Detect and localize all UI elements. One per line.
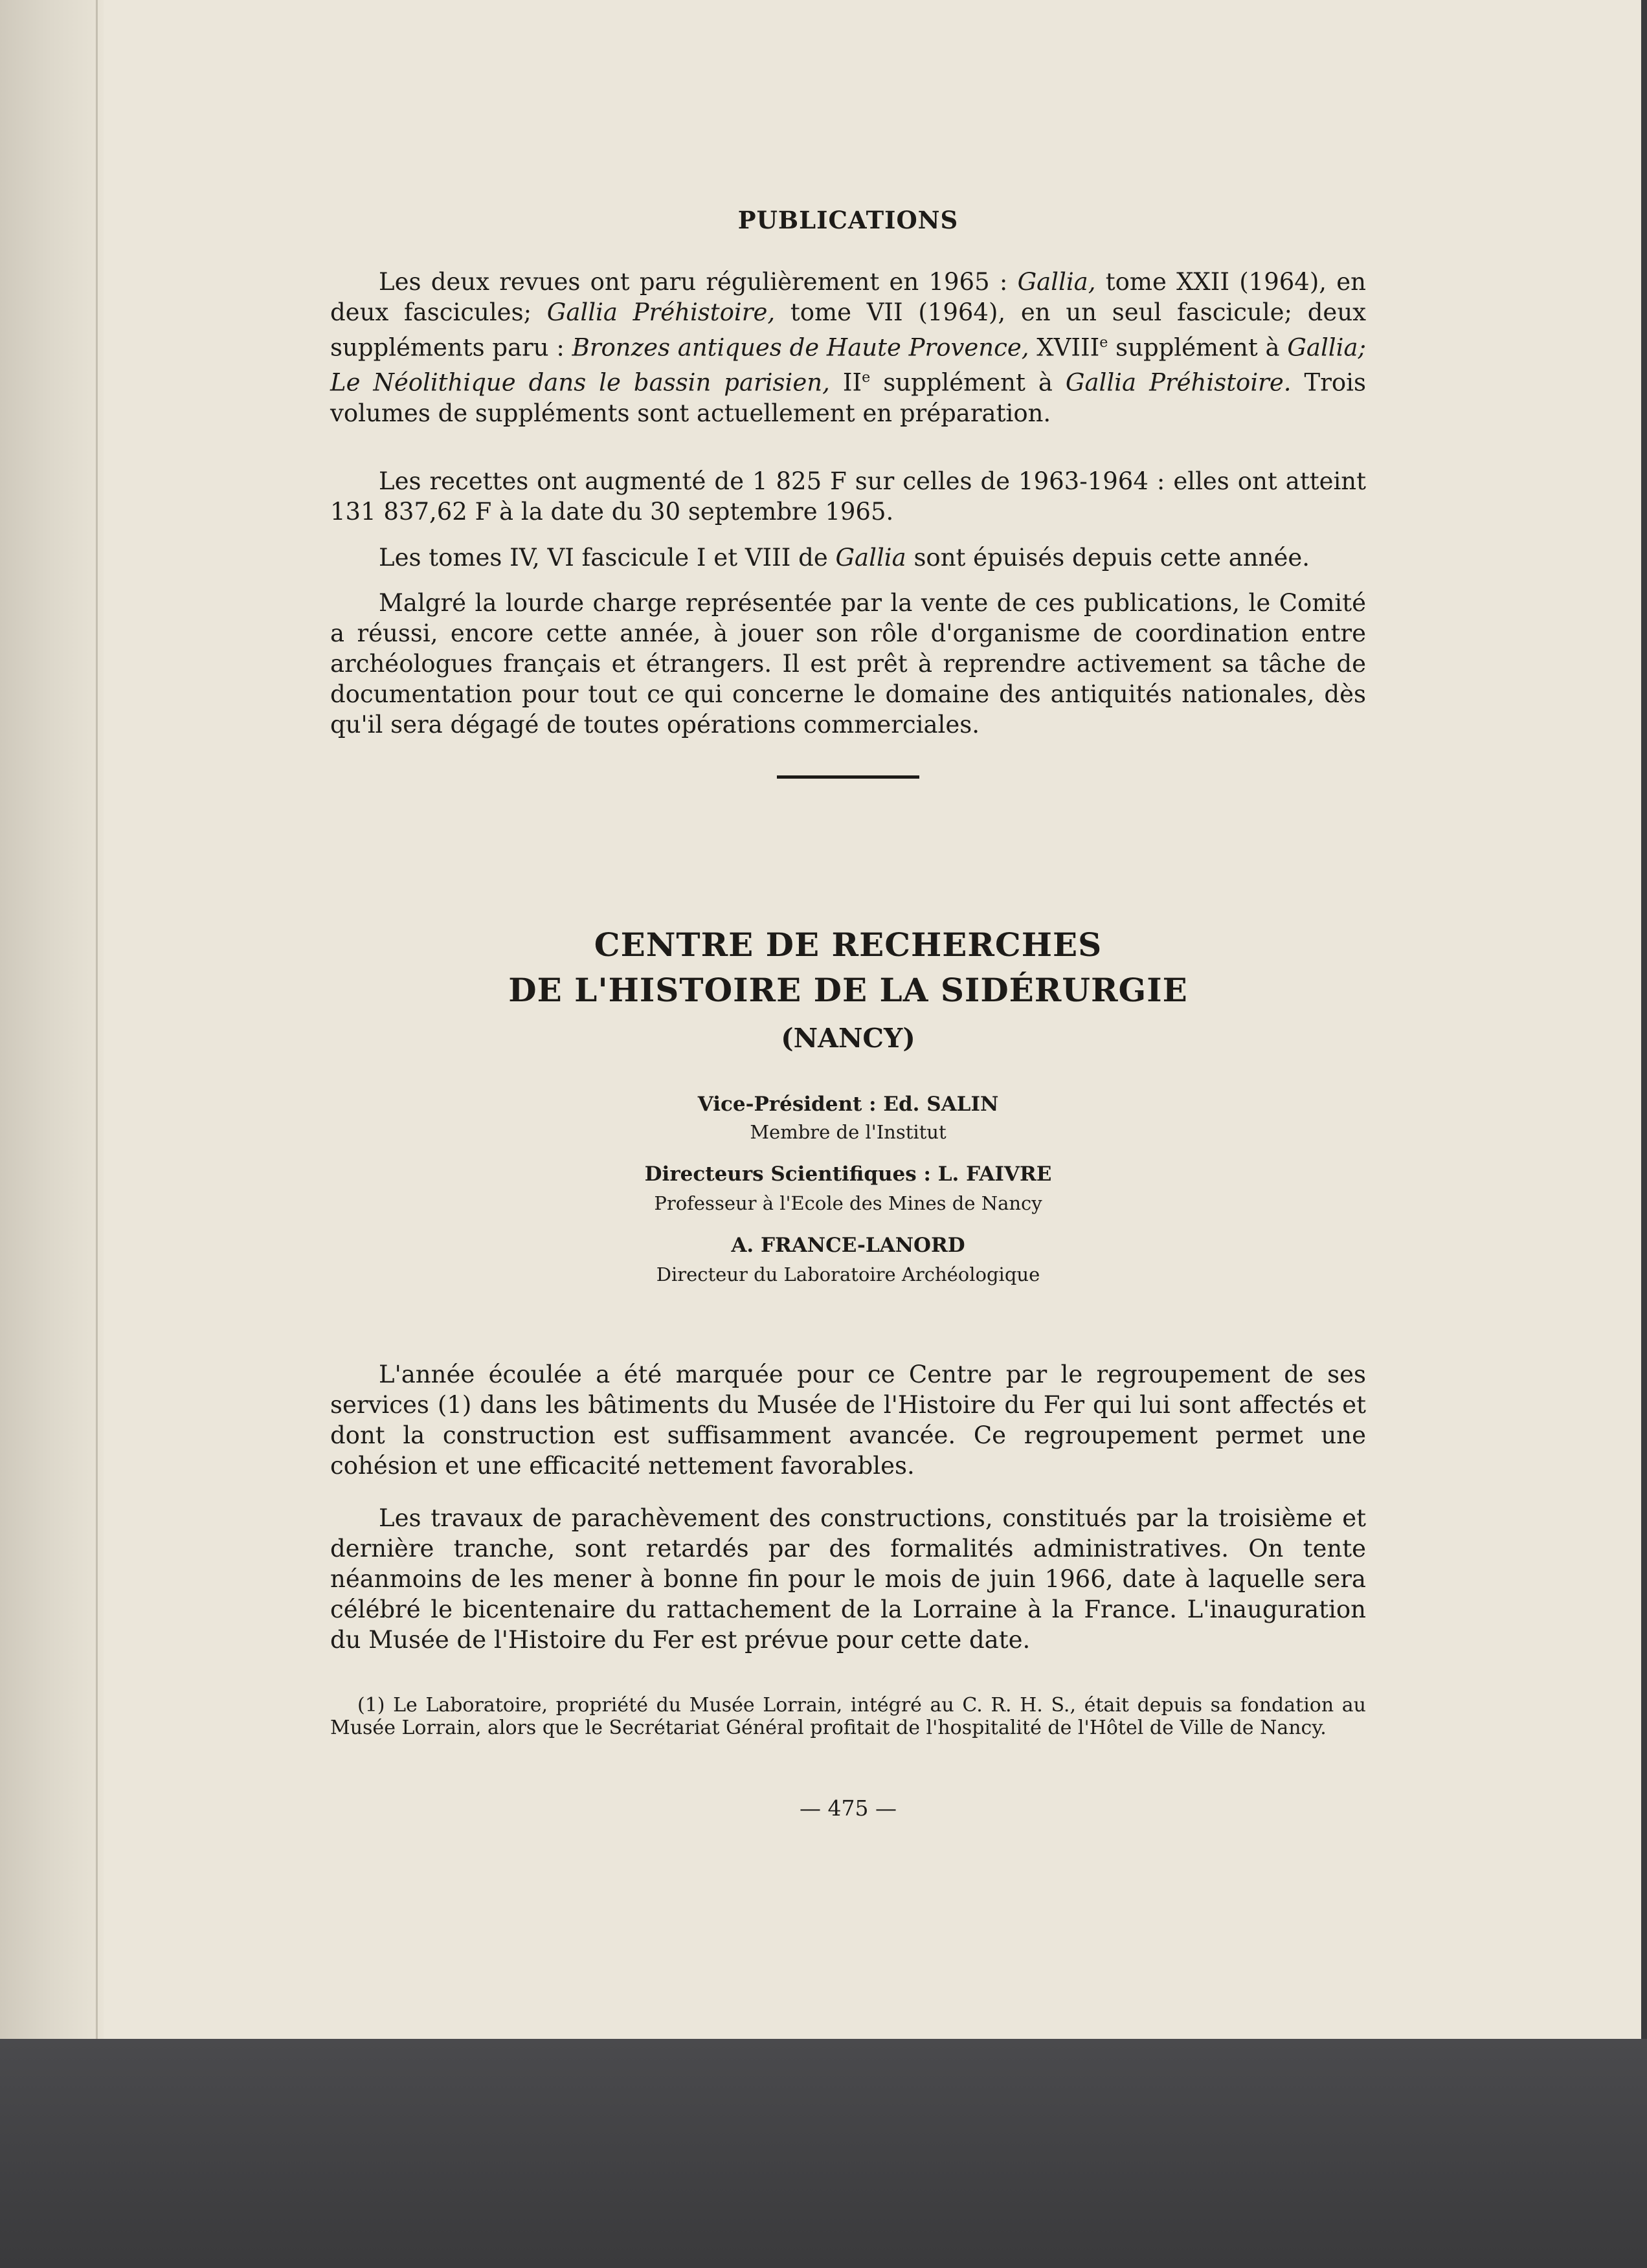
text-run: sont épuisés depuis cette année. xyxy=(906,544,1310,572)
italic-title: Gallia Préhistoire. xyxy=(1065,368,1292,397)
text-run: Les deux revues ont paru régulièrement en 1965 : xyxy=(379,268,1018,296)
text-run: supplément à xyxy=(1108,333,1288,362)
italic-title: Gallia Préhistoire, xyxy=(546,298,776,326)
text-run: tome VII (1964), en un seul fascicule; deux suppléments paru : xyxy=(330,298,1367,362)
spine-fold-line xyxy=(96,0,98,2039)
text-run: tome XXII (1964), en deux fascicules; xyxy=(330,268,1366,326)
page-number: — 475 — xyxy=(800,1796,897,1821)
centre-location: (NANCY) xyxy=(781,1023,915,1054)
centre-title-line-1: CENTRE DE RECHERCHES xyxy=(594,926,1103,964)
italic-title: Gallia, xyxy=(1017,268,1096,296)
directors-names: Directeurs Scientifiques : L. FAIVRE xyxy=(644,1162,1052,1186)
text-run: XVIII xyxy=(1029,333,1100,362)
publications-paragraph-2: Les recettes ont augmenté de 1 825 F sur celles de 1963-1964 : elles ont atteint 131 837,62 F à la date du 30 septembre 1965. xyxy=(330,467,1366,526)
text-run: Les tomes IV, VI fascicule I et VIII de xyxy=(379,544,836,572)
footnote: (1) Le Laboratoire, propriété du Musée Lorrain, intégré au C. R. H. S., était depuis sa fondation au Musée Lorrain, alors que le Secrétariat Général profitait de l'hospitalité de l'Hôtel de Ville de Nancy. xyxy=(330,1694,1366,1739)
centre-paragraph-1: L'année écoulée a été marquée pour ce Centre par le regroupement de ses services (1) dans les bâtiments du Musée de l'Histoire du Fer qui lui sont affectés et dont la construction est suffisamment avancée. Ce regroupement permet une cohésion et une efficacité nettement favorables. xyxy=(330,1361,1366,1480)
publications-heading: PUBLICATIONS xyxy=(737,206,959,234)
italic-title: Gallia xyxy=(835,544,906,572)
section-divider xyxy=(777,775,919,779)
text-run: supplément à xyxy=(870,368,1066,397)
italic-title: Gallia; Le Néolithique dans le bassin parisien, xyxy=(330,333,1366,397)
scanner-background xyxy=(0,2039,1647,2268)
vice-president-role: Membre de l'Institut xyxy=(750,1121,947,1143)
text-run: II xyxy=(829,368,862,397)
vice-president-name: Vice-Président : Ed. SALIN xyxy=(697,1093,999,1116)
superscript: e xyxy=(862,369,871,386)
italic-title: Bronzes antiques de Haute Provence, xyxy=(572,333,1029,362)
directors-role: Professeur à l'Ecole des Mines de Nancy xyxy=(654,1192,1042,1214)
centre-title-line-2: DE L'HISTOIRE DE LA SIDÉRURGIE xyxy=(508,971,1188,1009)
text-run: Trois volumes de suppléments sont actuellement en préparation. xyxy=(330,368,1366,427)
publications-paragraph-3 xyxy=(330,542,1366,573)
centre-paragraph-2: Les travaux de parachèvement des constructions, constitués par la troisième et dernière tranche, sont retardés par des formalités administratives. On tente néanmoins de les mener à bonne fin pour le mois de juin 1966, date à laquelle sera célébré le bicentenaire du rattachement de la Lorraine à la France. L'inauguration du Musée de l'Histoire du Fer est prévue pour cette date. xyxy=(330,1504,1366,1654)
director-2-role: Directeur du Laboratoire Archéologique xyxy=(656,1263,1040,1285)
director-2-name: A. FRANCE-LANORD xyxy=(731,1234,965,1257)
superscript: e xyxy=(1099,334,1108,351)
publications-paragraph-4: Malgré la lourde charge représentée par la vente de ces publications, le Comité a réussi, encore cette année, à jouer son rôle d'organisme de coordination entre archéologues français et étrangers. Il est prêt à reprendre activement sa tâche de documentation pour tout ce qui concerne le domaine des antiquités nationales, dès qu'il sera dégagé de toutes opérations commerciales. xyxy=(330,589,1366,739)
publications-paragraph-1 xyxy=(330,267,1366,428)
page-spine-shadow xyxy=(0,0,104,2039)
